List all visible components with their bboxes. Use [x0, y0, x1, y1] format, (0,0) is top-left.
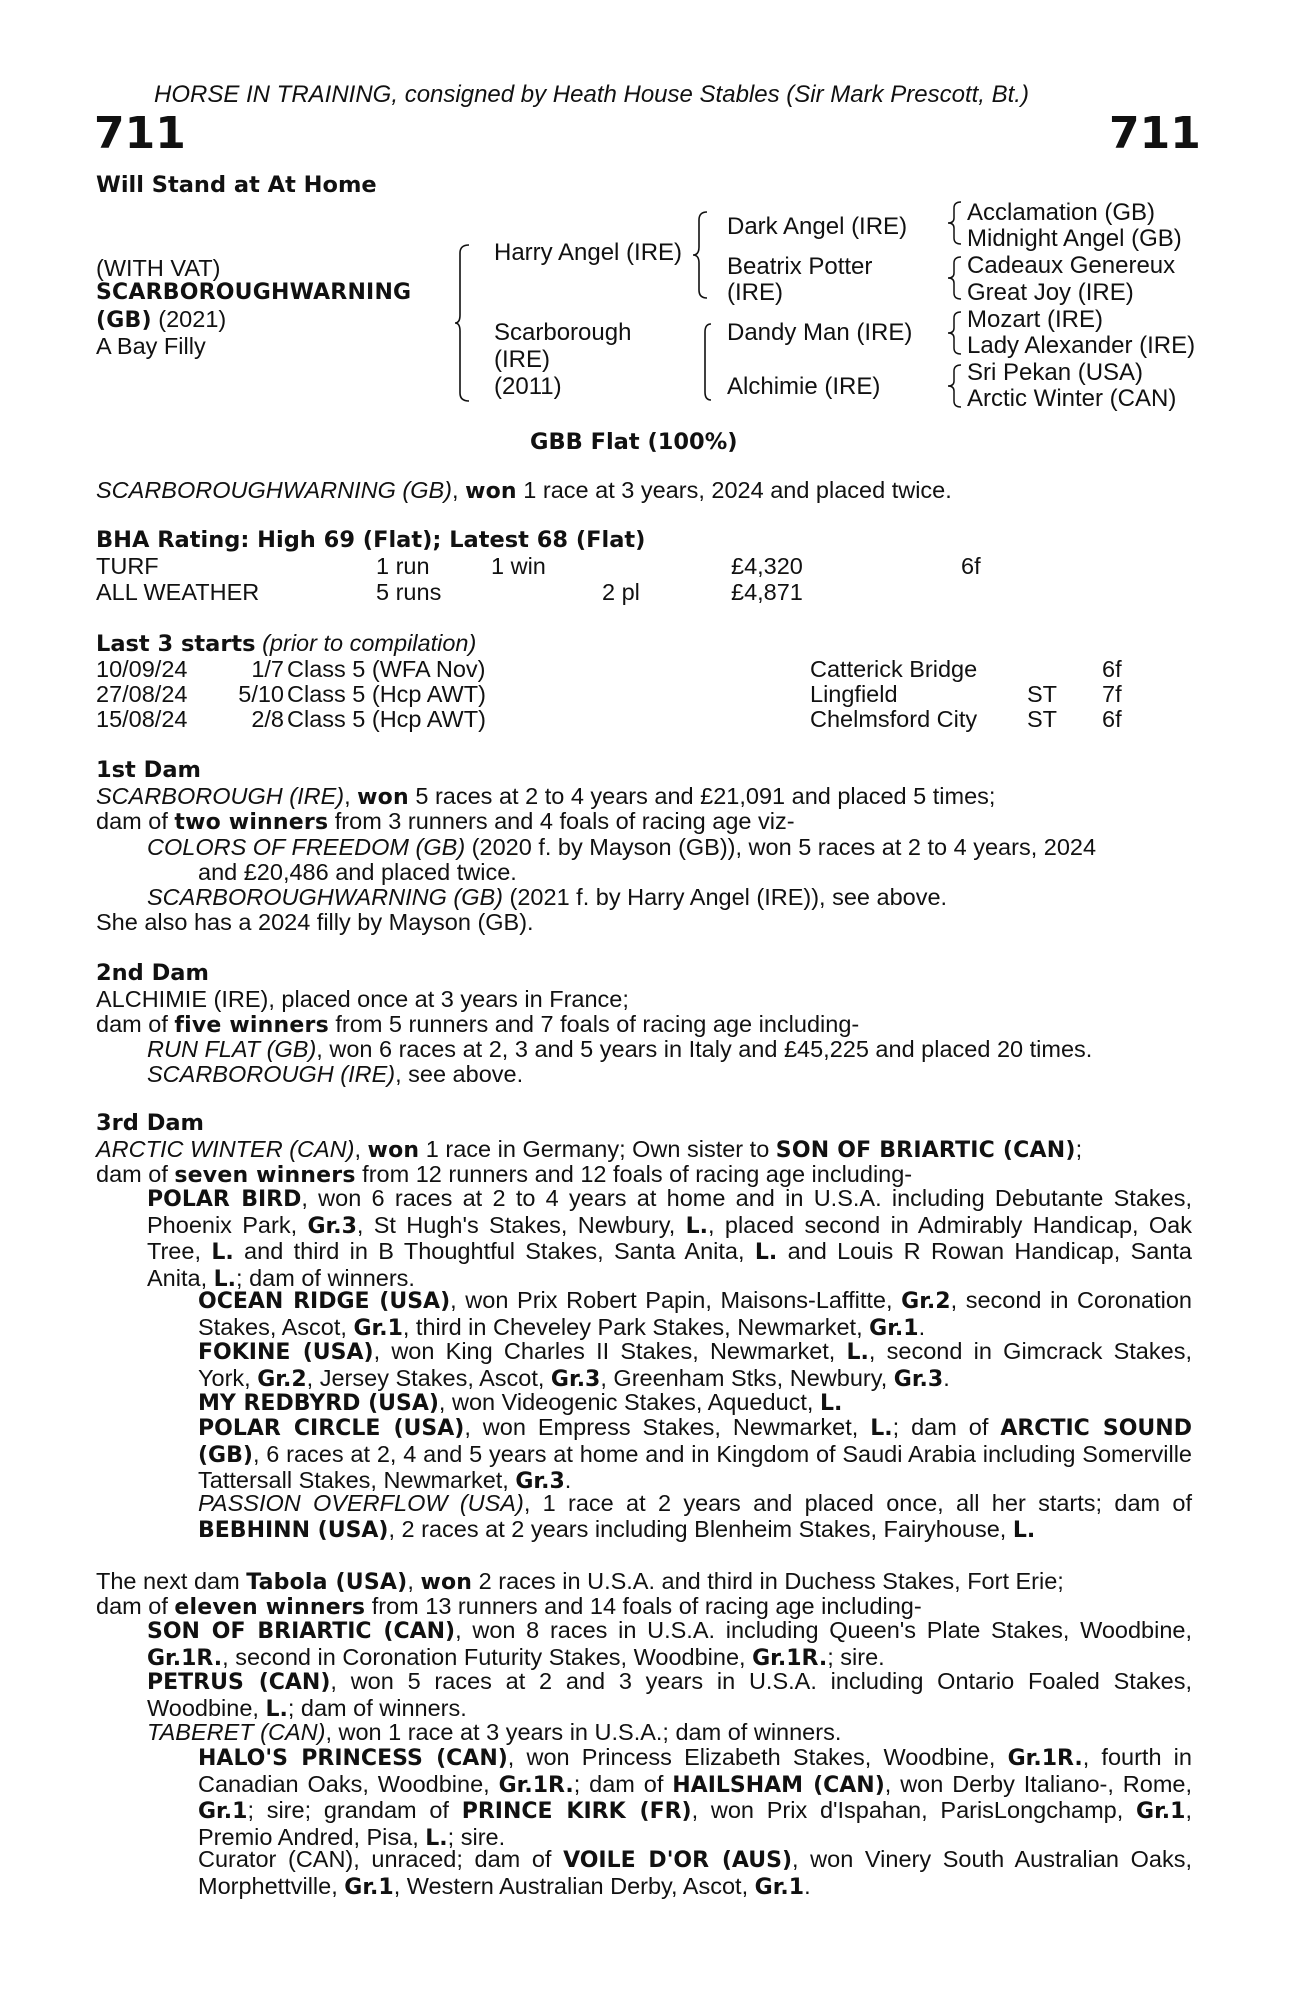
consignment-line: HORSE IN TRAINING, consigned by Heath House Stables (Sir Mark Prescott, Bt.)	[154, 81, 1029, 108]
summary-rest: 1 race at 3 years, 2024 and placed twice.	[523, 477, 952, 503]
lot-number-right: 711	[1109, 108, 1201, 159]
pedigree-dam-dam: Alchimie (IRE)	[727, 373, 881, 400]
next-dam-taberet: TABERET (CAN), won 1 race at 3 years in U.S.A.; dam of winners.	[147, 1719, 842, 1745]
rating-title: BHA Rating: High 69 (Flat); Latest 68 (Flat)	[96, 527, 646, 553]
next-dam-halos-princess: HALO'S PRINCESS (CAN), won Princess Elizabeth Stakes, Woodbine, Gr.1R., fourth in Canadian Oaks, Woodbine, Gr.1R.; dam of HAILSHAM (CAN), won Derby Italiano-, Rome, Gr.1; sire; grandam of PRINCE KIRK (FR), won Prix d'Ispahan, ParisLongchamp, Gr.1, Premio Andred, Pisa, L.; sire.	[198, 1744, 1193, 1851]
stand-note: Will Stand at At Home	[96, 172, 377, 198]
pedigree-dam-line3: (2011)	[494, 373, 562, 400]
dam3-polar-circle: POLAR CIRCLE (USA), won Empress Stakes, Newmarket, L.; dam of ARCTIC SOUND (GB), 6 races at 2, 4 and 5 years at home and in Kingdom of Saudi Arabia including Somerville Tattersall Stakes, Newmarket, Gr.3.	[198, 1414, 1192, 1494]
pedigree-brace-g3	[948, 310, 962, 356]
pedigree-g3: Cadeaux Genereux	[967, 252, 1176, 279]
summary-name: SCARBOROUGHWARNING (GB)	[96, 477, 452, 503]
pedigree-g2: Midnight Angel (GB)	[967, 225, 1182, 252]
summary-line: SCARBOROUGHWARNING (GB), won 1 race at 3 years, 2024 and placed twice.	[96, 477, 952, 504]
next-dam-curator: Curator (CAN), unraced; dam of VOILE D'OR (AUS), won Vinery South Australian Oaks, Morphettville, Gr.1, Western Australian Derby, Ascot, Gr.1.	[198, 1846, 1192, 1900]
dam2-title: 2nd Dam	[96, 960, 209, 986]
vat-note: (WITH VAT)	[96, 255, 221, 281]
dam1-title: 1st Dam	[96, 757, 201, 783]
pedigree-brace-g1	[948, 200, 962, 246]
pedigree-g6: Lady Alexander (IRE)	[967, 332, 1196, 359]
pedigree-g7: Sri Pekan (USA)	[967, 359, 1144, 386]
pedigree-brace-sire	[693, 210, 709, 300]
dam3-ocean-ridge: OCEAN RIDGE (USA), won Prix Robert Papin, Maisons-Laffitte, Gr.2, second in Coronation Stakes, Ascot, Gr.1, third in Cheveley Park Stakes, Newmarket, Gr.1.	[198, 1287, 1193, 1341]
pedigree-brace-dam	[700, 322, 712, 402]
horse-year: (2021)	[158, 306, 227, 332]
pedigree-g1: Acclamation (GB)	[967, 199, 1156, 226]
starts-title: Last 3 starts (prior to compilation)	[96, 630, 477, 657]
dam3-line2: dam of seven winners from 12 runners and 12 foals of racing age including-	[96, 1161, 913, 1188]
pedigree-brace-g2	[948, 255, 962, 301]
lot-number-left: 711	[94, 108, 186, 159]
dam2-child1: RUN FLAT (GB), won 6 races at 2, 3 and 5 years in Italy and £45,225 and placed 20 times.	[147, 1036, 1093, 1062]
dam1-child1-cont: and £20,486 and placed twice.	[198, 859, 517, 885]
pedigree-sire-dam-line1: Beatrix Potter	[727, 253, 873, 280]
pedigree-dam-sire: Dandy Man (IRE)	[727, 319, 913, 346]
dam3-title: 3rd Dam	[96, 1110, 204, 1136]
dam1-child2: SCARBOROUGHWARNING (GB) (2021 f. by Harry Angel (IRE)), see above.	[147, 884, 948, 910]
dam1-line1: SCARBOROUGH (IRE), won 5 races at 2 to 4 years and £21,091 and placed 5 times;	[96, 783, 996, 810]
pedigree-dam-line1: Scarborough	[494, 319, 632, 346]
pedigree-dam-line2: (IRE)	[494, 346, 550, 373]
gbb-flat: GBB Flat (100%)	[530, 429, 738, 455]
pedigree-sire-dam-line2: (IRE)	[727, 279, 783, 306]
dam1-line3: She also has a 2024 filly by Mayson (GB).	[96, 909, 534, 935]
dam3-passion-overflow: PASSION OVERFLOW (USA), 1 race at 2 years and placed once, all her starts; dam of BEBHINN (USA), 2 races at 2 years including Blenheim Stakes, Fairyhouse, L.	[198, 1490, 1192, 1543]
next-dam-son-of-briartic: SON OF BRIARTIC (CAN), won 8 races in U.S.A. including Queen's Plate Stakes, Woodbine, Gr.1R., second in Coronation Futurity Stakes, Woodbine, Gr.1R.; sire.	[147, 1617, 1193, 1671]
pedigree-sire-sire: Dark Angel (IRE)	[727, 213, 908, 240]
dam2-line2: dam of five winners from 5 runners and 7 foals of racing age including-	[96, 1011, 860, 1038]
dam3-redbyrd: MY REDBYRD (USA), won Videogenic Stakes, Aqueduct, L.	[198, 1389, 843, 1416]
dam3-line1: ARCTIC WINTER (CAN), won 1 race in Germany; Own sister to SON OF BRIARTIC (CAN);	[96, 1136, 1083, 1163]
next-dam-line2: dam of eleven winners from 13 runners and 14 foals of racing age including-	[96, 1593, 922, 1620]
dam1-child1: COLORS OF FREEDOM (GB) (2020 f. by Mayson (GB)), won 5 races at 2 to 4 years, 2024	[147, 834, 1097, 860]
next-dam-line1: The next dam Tabola (USA), won 2 races in U.S.A. and third in Duchess Stakes, Fort Erie;	[96, 1568, 1064, 1595]
pedigree-g4: Great Joy (IRE)	[967, 279, 1134, 306]
dam2-line1: ALCHIMIE (IRE), placed once at 3 years in France;	[96, 986, 629, 1012]
dam3-fokine: FOKINE (USA), won King Charles II Stakes, Newmarket, L., second in Gimcrack Stakes, York, Gr.2, Jersey Stakes, Ascot, Gr.3, Greenham Stks, Newbury, Gr.3.	[198, 1338, 1192, 1392]
horse-name: SCARBOROUGHWARNING	[96, 280, 412, 305]
horse-origin: (GB)	[96, 308, 152, 333]
pedigree-g8: Arctic Winter (CAN)	[967, 385, 1177, 412]
pedigree-g5: Mozart (IRE)	[967, 306, 1104, 333]
catalogue-page: HORSE IN TRAINING, consigned by Heath House Stables (Sir Mark Prescott, Bt.) 711 711 Will Stand at At Home (WITH VAT) SCARBOROUGHWARNING (GB) (2021) A Bay Filly Harry Angel (IRE) Scarborough (IRE) (2011) Dark Angel (IRE) Beatrix Potter (IRE) Dandy Man (IRE) Alchimie (IRE) Acclamation (GB) Midnight Angel (GB) Cadeaux Genereux Great Joy (IRE) Mozart (IRE) Lady Alexander (IRE) Sri Pekan (USA) Arctic Winter (CAN) GBB Flat (100%) SCARBOROUGHWARNING (GB), won 1 race at 3 years, 2024 and placed twice. BHA Rating: High 69 (Flat); Latest 68 (Flat) TURF 1 run 1 win £4,320 6f ALL WEATHER 5 runs 2 pl £4,871 Last 3 starts (prior to compilation) 10/09/24 1/7 Class 5 (WFA Nov) Catterick Bridge 6f 27/08/24 5/10 Class 5 (Hcp AWT) Lingfield ST 7f 15/08/24 2/8 Class 5 (Hcp AWT) Chelmsford City ST 6f 1st Dam SCARBOROUGH (IRE), won 5 races at 2 to 4 years and £21,091 and placed 5 times; dam of two winners from 3 runners and 4 foals of racing age viz- COLORS OF FREEDOM (GB) (2020 f. by Mayson (GB)), won 5 races at 2 to 4 years, 2024 and £20,486 and placed twice. SCARBOROUGHWARNING (GB) (2021 f. by Harry Angel (IRE)), see above. She also has a 2024 filly by Mayson (GB). 2nd Dam ALCHIMIE (IRE), placed once at 3 years in France; dam of five winners from 5 runners and 7 foals of racing age including- RUN FLAT (GB), won 6 races at 2, 3 and 5 years in Italy and £45,225 and placed 20 times. SCARBOROUGH (IRE), see above. 3rd Dam ARCTIC WINTER (CAN), won 1 race in Germany; Own sister to SON OF BRIARTIC (CAN); dam of seven winners from 12 runners and 12 foals of racing age including- POLAR BIRD, won 6 races at 2 to 4 years at home and in U.S.A. including Debutante Stakes, Phoenix Park, Gr.3, St Hugh's Stakes, Newbury, L., placed second in Admirably Handicap, Oak Tree, L. and third in B Thoughtful Stakes, Santa Anita, L. and Louis R Rowan Handicap, Santa Anita, L.; dam of winners. OCEAN RIDGE (USA), won Prix Robert Papin, Maisons-Laffitte, Gr.2, second in Coronation Stakes, Ascot, Gr.1, third in Cheveley Park Stakes, Newmarket, Gr.1. FOKINE (USA), won King Charles II Stakes, Newmarket, L., second in Gimcrack Stakes, York, Gr.2, Jersey Stakes, Ascot, Gr.3, Greenham Stks, Newbury, Gr.3. MY REDBYRD (USA), won Videogenic Stakes, Aqueduct, L. POLAR CIRCLE (USA), won Empress Stakes, Newmarket, L.; dam of ARCTIC SOUND (GB), 6 races at 2, 4 and 5 years at home and in Kingdom of Saudi Arabia including Somerville Tattersall Stakes, Newmarket, Gr.3. PASSION OVERFLOW (USA), 1 race at 2 years and placed once, all her starts; dam of BEBHINN (USA), 2 races at 2 years including Blenheim Stakes, Fairyhouse, L. The next dam Tabola (USA), won 2 races in U.S.A. and third in Duchess Stakes, Fort Erie; dam of eleven winners from 13 runners and 14 foals of racing age including- SON OF BRIARTIC (CAN), won 8 races in U.S.A. including Queen's Plate Stakes, Woodbine, Gr.1R., second in Coronation Futurity Stakes, Woodbine, Gr.1R.; sire. PETRUS (CAN), won 5 races at 2 and 3 years in U.S.A. including Ontario Foaled Stakes, Woodbine, L.; dam of winners. TABERET (CAN), won 1 race at 3 years in U.S.A.; dam of winners. HALO'S PRINCESS (CAN), won Princess Elizabeth Stakes, Woodbine, Gr.1R., fourth in Canadian Oaks, Woodbine, Gr.1R.; dam of HAILSHAM (CAN), won Derby Italiano-, Rome, Gr.1; sire; grandam of PRINCE KIRK (FR), won Prix d'Ispahan, ParisLongchamp, Gr.1, Premio Andred, Pisa, L.; sire. Curator (CAN), unraced; dam of VOILE D'OR (AUS), won Vinery South Australian Oaks, Morphettville, Gr.1, Western Australian Derby, Ascot, Gr.1.	[94, 81, 1201, 1900]
next-dam-petrus: PETRUS (CAN), won 5 races at 2 and 3 years in U.S.A. including Ontario Foaled Stakes, Woodbine, L.; dam of winners.	[147, 1668, 1192, 1722]
summary-won: won	[465, 479, 517, 504]
horse-origin-year	[96, 306, 226, 334]
dam2-child2: SCARBOROUGH (IRE), see above.	[147, 1061, 524, 1087]
pedigree-brace-main	[455, 243, 471, 403]
horse-description: A Bay Filly	[96, 333, 206, 359]
dam3-polar-bird: POLAR BIRD, won 6 races at 2 to 4 years at home and in U.S.A. including Debutante Stakes, Phoenix Park, Gr.3, St Hugh's Stakes, Newbury, L., placed second in Admirably Handicap, Oak Tree, L. and third in B Thoughtful Stakes, Santa Anita, L. and Louis R Rowan Handicap, Santa Anita, L.; dam of winners.	[147, 1185, 1192, 1292]
dam1-line2: dam of two winners from 3 runners and 4 foals of racing age viz-	[96, 808, 795, 835]
pedigree-brace-g4	[948, 363, 962, 409]
pedigree-sire: Harry Angel (IRE)	[494, 239, 683, 266]
